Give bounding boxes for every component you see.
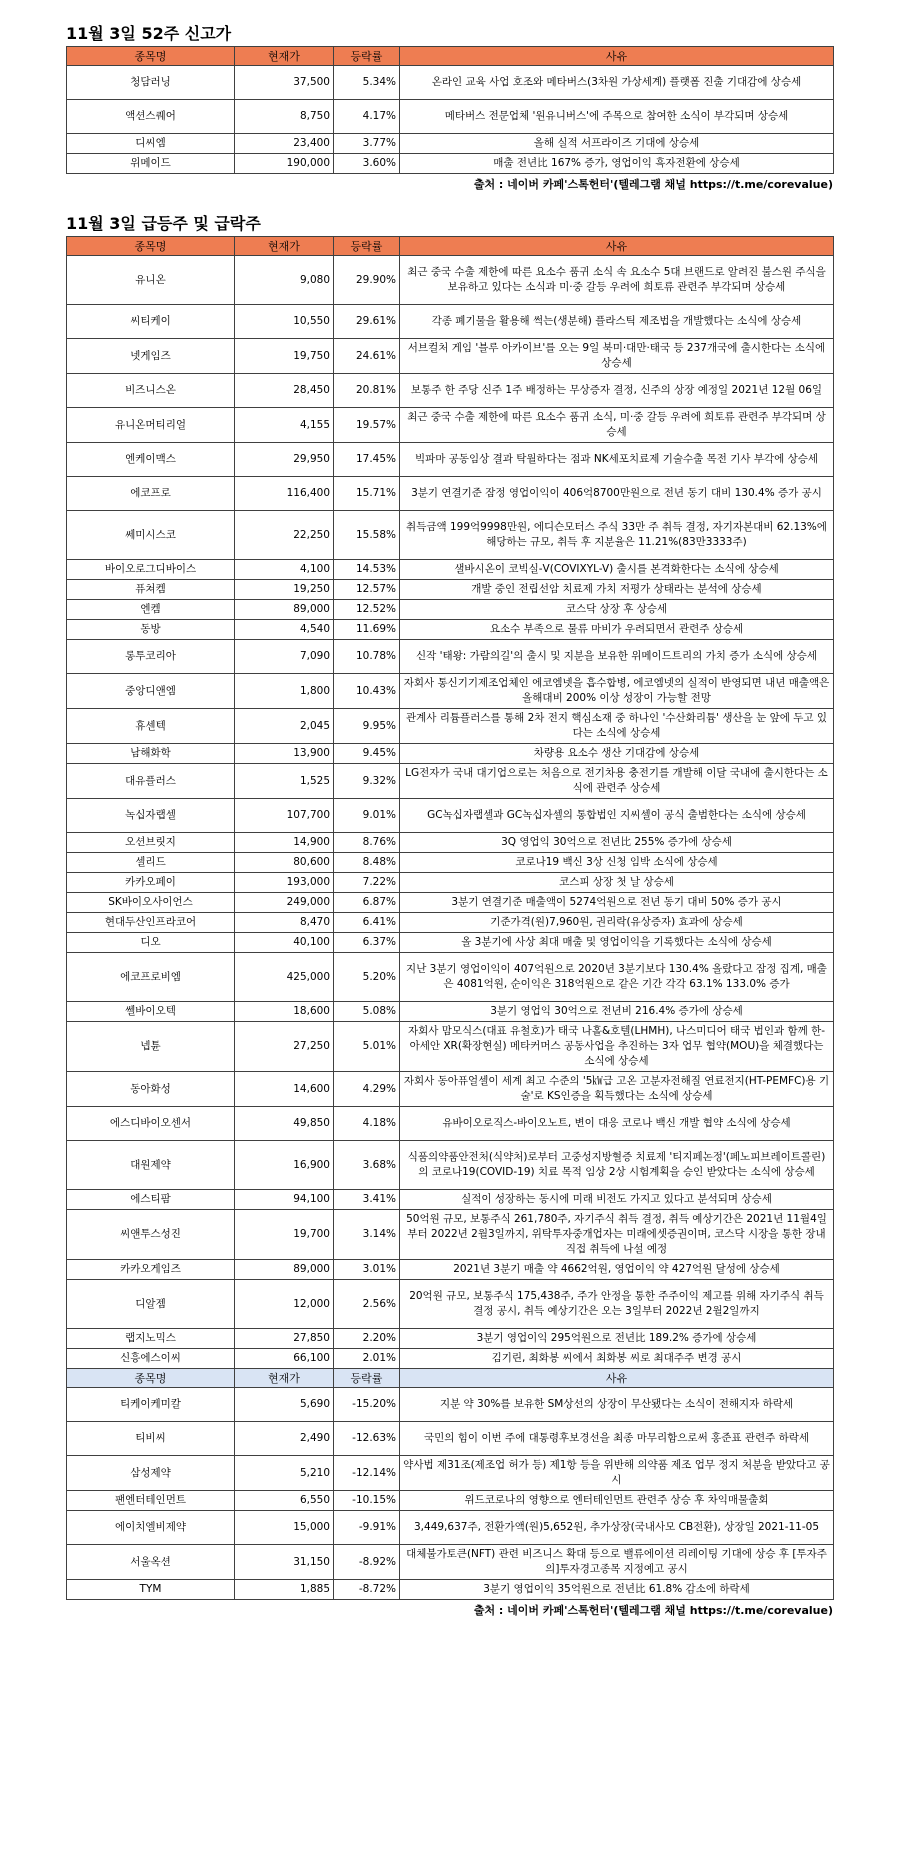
table-row [67,744,834,764]
stock-reason: 3분기 영업이익 295억원으로 전년比 189.2% 증가에 상승세 [400,1329,834,1349]
stock-name: 넷게임즈 [67,339,235,374]
stock-rate: -9.91% [334,1511,400,1545]
stock-name: 위메이드 [67,154,235,174]
table-row [67,1388,834,1422]
stock-name: 에코프로 [67,477,235,511]
stock-rate: -8.72% [334,1580,400,1600]
stock-reason: 유바이오로직스-바이오노트, 변이 대응 코로나 백신 개발 협약 소식에 상승세 [400,1107,834,1141]
stock-rate: 2.01% [334,1349,400,1369]
stock-price: 19,700 [235,1210,334,1260]
stock-reason: 위드코로나의 영향으로 엔터테인먼트 관련주 상승 후 차익매물출회 [400,1491,834,1511]
table-row [67,833,834,853]
header-price: 현재가 [235,1369,334,1388]
stock-reason: GC녹십자랩셀과 GC녹십자셀의 통합법인 지씨셀이 공식 출범한다는 소식에 상승세 [400,799,834,833]
stock-reason: 20억원 규모, 보통주식 175,438주, 주가 안정을 통한 주주이익 제고를 위해 자기주식 취득 결정 공시, 취득 예상기간은 오는 3일부터 2022년 2월2일까지 [400,1280,834,1329]
stock-rate: 10.43% [334,674,400,709]
stock-rate: 6.87% [334,893,400,913]
stock-rate: 15.58% [334,511,400,560]
stock-name: 동아화성 [67,1072,235,1107]
stock-rate: 6.41% [334,913,400,933]
stock-price: 4,100 [235,560,334,580]
stock-rate: -15.20% [334,1388,400,1422]
new-high-table [66,46,834,174]
stock-reason: 보통주 한 주당 신주 1주 배정하는 무상증자 결정, 신주의 상장 예정일 2021년 12월 06일 [400,374,834,408]
stock-price: 2,490 [235,1422,334,1456]
table-row [67,933,834,953]
table-row [67,134,834,154]
stock-price: 14,900 [235,833,334,853]
stock-price: 29,950 [235,443,334,477]
stock-reason: 3분기 연결기준 매출액이 5274억원으로 전년 동기 대비 50% 증가 공시 [400,893,834,913]
stock-name: 비즈니스온 [67,374,235,408]
stock-reason: 실적이 성장하는 동시에 미래 비전도 가지고 있다고 분석되며 상승세 [400,1190,834,1210]
stock-rate: 3.60% [334,154,400,174]
stock-name: 청담러닝 [67,66,235,100]
stock-reason: 온라인 교육 사업 호조와 메타버스(3차원 가상세계) 플랫폼 진출 기대감에 상승세 [400,66,834,100]
stock-rate: 3.68% [334,1141,400,1190]
stock-rate: 5.34% [334,66,400,100]
stock-rate: 24.61% [334,339,400,374]
stock-reason: 최근 중국 수출 제한에 따른 요소수 품귀 소식 속 요소수 5대 브랜드로 알려진 불스원 주식을 보유하고 있다는 소식과 미·중 갈등 우려에 희토류 관련주 부각되며 상승세 [400,256,834,305]
stock-rate: -8.92% [334,1545,400,1580]
header-reason: 사유 [400,1369,834,1388]
table-row [67,1002,834,1022]
stock-name: 대유플러스 [67,764,235,799]
stock-name: 씨티케이 [67,305,235,339]
stock-name: SK바이오사이언스 [67,893,235,913]
stock-reason: LG전자가 국내 대기업으로는 처음으로 전기차용 충전기를 개발해 이달 국내에 출시한다는 소식에 관련주 상승세 [400,764,834,799]
table-header-row [67,237,834,256]
stock-name: 녹십자랩셀 [67,799,235,833]
header-rate: 등락률 [334,237,400,256]
table-row [67,953,834,1002]
stock-name: 에이치엘비제약 [67,1511,235,1545]
stock-name: 팬엔터테인먼트 [67,1491,235,1511]
header-rate: 등락률 [334,47,400,66]
stock-price: 40,100 [235,933,334,953]
stock-price: 19,750 [235,339,334,374]
table-row [67,1210,834,1260]
table-row [67,374,834,408]
stock-price: 23,400 [235,134,334,154]
stock-rate: -10.15% [334,1491,400,1511]
table-row [67,256,834,305]
stock-name: 디씨엠 [67,134,235,154]
stock-rate: 3.14% [334,1210,400,1260]
stock-rate: 4.29% [334,1072,400,1107]
table-header-row [67,47,834,66]
stock-name: 엔켐 [67,600,235,620]
stock-name: 서울옥션 [67,1545,235,1580]
stock-reason: 최근 중국 수출 제한에 따른 요소수 품귀 소식, 미·중 갈등 우려에 희토류 관련주 부각되며 상승세 [400,408,834,443]
stock-reason: 빅파마 공동임상 결과 탁월하다는 점과 NK세포치료제 기술수출 목전 기사 부각에 상승세 [400,443,834,477]
stock-name: 쎌바이오텍 [67,1002,235,1022]
stock-rate: -12.14% [334,1456,400,1491]
stock-reason: 3Q 영업익 30억으로 전년比 255% 증가에 상승세 [400,833,834,853]
table-row [67,913,834,933]
stock-rate: 2.20% [334,1329,400,1349]
stock-price: 13,900 [235,744,334,764]
table-row [67,1260,834,1280]
stock-reason: 서브컬처 게임 '블루 아카이브'를 오는 9일 북미·대만·태국 등 237개국에 출시한다는 소식에 상승세 [400,339,834,374]
header-price: 현재가 [235,47,334,66]
stock-name: 액션스퀘어 [67,100,235,134]
table-row [67,1107,834,1141]
stock-rate: 29.61% [334,305,400,339]
table-row [67,66,834,100]
stock-price: 16,900 [235,1141,334,1190]
table-row [67,1349,834,1369]
stock-rate: 2.56% [334,1280,400,1329]
source-note: 출처 : 네이버 카페'스톡헌터'(텔레그램 채널 https://t.me/corevalue) [473,1604,833,1617]
gainers-rows [67,256,834,1369]
stock-reason: 기준가격(원)7,960원, 권리락(유상증자) 효과에 상승세 [400,913,834,933]
header-reason: 사유 [400,237,834,256]
stock-name: TYM [67,1580,235,1600]
stock-reason: 3분기 영업이익 35억원으로 전년比 61.8% 감소에 하락세 [400,1580,834,1600]
stock-name: 퓨쳐켐 [67,580,235,600]
stock-rate: 6.37% [334,933,400,953]
stock-reason: 3분기 연결기준 잠정 영업이익이 406억8700만원으로 전년 동기 대비 130.4% 증가 공시 [400,477,834,511]
stock-reason: 메타버스 전문업체 '원유니버스'에 주목으로 참여한 소식이 부각되며 상승세 [400,100,834,134]
table-row [67,893,834,913]
stock-price: 5,210 [235,1456,334,1491]
stock-rate: 20.81% [334,374,400,408]
stock-price: 37,500 [235,66,334,100]
stock-price: 27,850 [235,1329,334,1349]
stock-rate: 4.17% [334,100,400,134]
stock-reason: 2021년 3분기 매출 약 4662억원, 영업이익 약 427억원 달성에 상승세 [400,1260,834,1280]
table-row [67,764,834,799]
stock-name: 현대두산인프라코어 [67,913,235,933]
header-name: 종목명 [67,47,235,66]
stock-price: 5,690 [235,1388,334,1422]
stock-price: 107,700 [235,799,334,833]
stock-reason: 각종 폐기물을 활용해 썩는(생분해) 플라스틱 제조법을 개발했다는 소식에 상승세 [400,305,834,339]
stock-reason: 식품의약품안전처(식약처)로부터 고중성지방혈증 치료제 '티지페논정'(페노피브레이트콜린)의 코로나19(COVID-19) 치료 목적 임상 2상 시험계획을 승인 받았다는 소식에 상승세 [400,1141,834,1190]
table-row [67,560,834,580]
table-row [67,1141,834,1190]
stock-name: 휴센텍 [67,709,235,744]
header-rate: 등락률 [334,1369,400,1388]
stock-reason: 대체불가토큰(NFT) 관련 비즈니스 확대 등으로 밸류에이션 리레이팅 기대에 상승 후 [투자주의]투자경고종목 지정예고 공시 [400,1545,834,1580]
table-row [67,305,834,339]
stock-price: 31,150 [235,1545,334,1580]
stock-price: 49,850 [235,1107,334,1141]
stock-reason: 자회사 동아퓨얼셀이 세계 최고 수준의 '5㎾급 고온 고분자전해질 연료전지(HT-PEMFC)용 기술'로 KS인증을 획득했다는 소식에 상승세 [400,1072,834,1107]
table-row [67,1329,834,1349]
stock-price: 80,600 [235,853,334,873]
table-row [67,477,834,511]
stock-name: 카카오페이 [67,873,235,893]
stock-rate: 9.45% [334,744,400,764]
stock-price: 116,400 [235,477,334,511]
stock-rate: 29.90% [334,256,400,305]
stock-name: 에코프로비엠 [67,953,235,1002]
section2-title: 11월 3일 급등주 및 급락주 [66,214,261,233]
table-row [67,154,834,174]
stock-reason: 코스피 상장 첫 날 상승세 [400,873,834,893]
table-row [67,674,834,709]
table-row [67,339,834,374]
page [66,0,833,1622]
table-row [67,1022,834,1072]
stock-rate: 3.77% [334,134,400,154]
stock-price: 4,155 [235,408,334,443]
header-price: 현재가 [235,237,334,256]
stock-price: 8,470 [235,913,334,933]
table-row [67,1580,834,1600]
table-row [67,873,834,893]
stock-rate: 5.08% [334,1002,400,1022]
table-row [67,799,834,833]
stock-name: 바이오로그디바이스 [67,560,235,580]
stock-reason: 차량용 요소수 생산 기대감에 상승세 [400,744,834,764]
table-row [67,1491,834,1511]
losers-rows [67,1388,834,1600]
stock-price: 22,250 [235,511,334,560]
stock-price: 12,000 [235,1280,334,1329]
table-row [67,1422,834,1456]
stock-reason: 신작 '태왕: 가람의길'의 출시 및 지분을 보유한 위메이드트리의 가치 증가 소식에 상승세 [400,640,834,674]
stock-rate: 17.45% [334,443,400,477]
table-row [67,1511,834,1545]
stock-price: 19,250 [235,580,334,600]
table-row [67,511,834,560]
stock-reason: 자회사 맘모식스(대표 유철호)가 태국 나홀&호텔(LHMH), 나스미디어 태국 법인과 함께 한-아세안 XR(확장현실) 메타커머스 공동사업을 추진하는 3자 업무 협약(MOU)을 체결했다는 소식에 상승세 [400,1022,834,1072]
stock-reason: 약사법 제31조(제조업 허가 등) 제1항 등을 위반해 의약품 제조 업무 정지 처분을 받았다고 공시 [400,1456,834,1491]
stock-name: 티비씨 [67,1422,235,1456]
table-row [67,600,834,620]
stock-rate: 3.01% [334,1260,400,1280]
stock-price: 94,100 [235,1190,334,1210]
stock-price: 1,885 [235,1580,334,1600]
table-row [67,640,834,674]
stock-rate: 11.69% [334,620,400,640]
new-high-rows [67,66,834,174]
stock-reason: 자회사 통신기기제조업체인 에코엠넷을 흡수합병, 에코엠넷의 실적이 반영되면 내년 매출액은 올해대비 200% 이상 성장이 가능할 전망 [400,674,834,709]
stock-price: 66,100 [235,1349,334,1369]
stock-rate: 7.22% [334,873,400,893]
stock-reason: 샐바시온이 코빅실-V(COVIXYL-V) 출시를 본격화한다는 소식에 상승세 [400,560,834,580]
stock-reason: 매출 전년比 167% 증가, 영업이익 흑자전환에 상승세 [400,154,834,174]
stock-name: 롱투코리아 [67,640,235,674]
stock-price: 9,080 [235,256,334,305]
stock-name: 동방 [67,620,235,640]
table-row [67,1545,834,1580]
stock-name: 오션브릿지 [67,833,235,853]
stock-rate: 14.53% [334,560,400,580]
stock-name: 삼성제약 [67,1456,235,1491]
stock-name: 넵튠 [67,1022,235,1072]
stock-name: 유니온 [67,256,235,305]
stock-price: 89,000 [235,600,334,620]
stock-rate: -12.63% [334,1422,400,1456]
stock-rate: 5.20% [334,953,400,1002]
table-row [67,100,834,134]
section1-title: 11월 3일 52주 신고가 [66,24,232,43]
header-name: 종목명 [67,1369,235,1388]
stock-price: 2,045 [235,709,334,744]
stock-price: 14,600 [235,1072,334,1107]
stock-price: 10,550 [235,305,334,339]
source-note: 출처 : 네이버 카페'스톡헌터'(텔레그램 채널 https://t.me/corevalue) [473,178,833,191]
table-row [67,1280,834,1329]
stock-price: 89,000 [235,1260,334,1280]
stock-price: 425,000 [235,953,334,1002]
stock-price: 6,550 [235,1491,334,1511]
stock-rate: 8.76% [334,833,400,853]
stock-rate: 9.01% [334,799,400,833]
stock-reason: 50억원 규모, 보통주식 261,780주, 자기주식 취득 결정, 취득 예상기간은 2021년 11월4일부터 2022년 2월3일까지, 위탁투자중개업자는 미래에셋증권이며, 코스닥 시장을 통한 장내 직접 취득에 나설 예정 [400,1210,834,1260]
stock-reason: 김기린, 최화봉 씨에서 최화봉 씨로 최대주주 변경 공시 [400,1349,834,1369]
table-header-row [67,1369,834,1388]
table-row [67,408,834,443]
table-row [67,443,834,477]
stock-price: 190,000 [235,154,334,174]
stock-name: 대원제약 [67,1141,235,1190]
stock-name: 티케이케미칼 [67,1388,235,1422]
stock-name: 씨앤투스성진 [67,1210,235,1260]
stock-name: 에스디바이오센서 [67,1107,235,1141]
stock-price: 8,750 [235,100,334,134]
stock-rate: 9.95% [334,709,400,744]
losers-header [67,1369,834,1388]
stock-name: 남해화학 [67,744,235,764]
table-row [67,1072,834,1107]
stock-reason: 3,449,637주, 전환가액(원)5,652원, 추가상장(국내사모 CB전환), 상장일 2021-11-05 [400,1511,834,1545]
header-reason: 사유 [400,47,834,66]
stock-reason: 국민의 힘이 이번 주에 대통령후보경선을 최종 마무리함으로써 홍준표 관련주 하락세 [400,1422,834,1456]
stock-reason: 올해 실적 서프라이즈 기대에 상승세 [400,134,834,154]
stock-rate: 12.57% [334,580,400,600]
stock-reason: 지분 약 30%를 보유한 SM상선의 상장이 무산됐다는 소식이 전해지자 하락세 [400,1388,834,1422]
stock-price: 1,525 [235,764,334,799]
stock-rate: 3.41% [334,1190,400,1210]
stock-price: 7,090 [235,640,334,674]
stock-name: 에스티팜 [67,1190,235,1210]
table-row [67,853,834,873]
table-row [67,1456,834,1491]
table-row [67,620,834,640]
stock-rate: 19.57% [334,408,400,443]
stock-reason: 3분기 영업익 30억으로 전년비 216.4% 증가에 상승세 [400,1002,834,1022]
stock-name: 쎄미시스코 [67,511,235,560]
stock-price: 15,000 [235,1511,334,1545]
stock-price: 28,450 [235,374,334,408]
stock-name: 엔케이맥스 [67,443,235,477]
stock-price: 18,600 [235,1002,334,1022]
stock-price: 4,540 [235,620,334,640]
stock-rate: 4.18% [334,1107,400,1141]
stock-name: 중앙디앤엠 [67,674,235,709]
stock-name: 랩지노믹스 [67,1329,235,1349]
table-row [67,1190,834,1210]
stock-reason: 요소수 부족으로 물류 마비가 우려되면서 관련주 상승세 [400,620,834,640]
stock-name: 신흥에스이씨 [67,1349,235,1369]
stock-price: 27,250 [235,1022,334,1072]
stock-reason: 코로나19 백신 3상 신청 임박 소식에 상승세 [400,853,834,873]
table-row [67,580,834,600]
stock-name: 디오 [67,933,235,953]
stock-name: 카카오게임즈 [67,1260,235,1280]
stock-reason: 올 3분기에 사상 최대 매출 및 영업이익을 기록했다는 소식에 상승세 [400,933,834,953]
header-name: 종목명 [67,237,235,256]
stock-rate: 8.48% [334,853,400,873]
stock-price: 193,000 [235,873,334,893]
stock-name: 디알젬 [67,1280,235,1329]
stock-price: 1,800 [235,674,334,709]
stock-rate: 15.71% [334,477,400,511]
stock-rate: 10.78% [334,640,400,674]
stock-reason: 지난 3분기 영업이익이 407억원으로 2020년 3분기보다 130.4% 올랐다고 잠정 집계, 매출은 4081억원, 순이익은 318억원으로 같은 기간 각각 63.1% 133.0% 증가 [400,953,834,1002]
stock-rate: 5.01% [334,1022,400,1072]
stock-price: 249,000 [235,893,334,913]
movers-table [66,236,834,1600]
stock-name: 셀리드 [67,853,235,873]
table-row [67,709,834,744]
stock-rate: 9.32% [334,764,400,799]
stock-reason: 관계사 리튬플러스를 통해 2차 전지 핵심소재 중 하나인 '수산화리튬' 생산을 눈 앞에 두고 있다는 소식에 상승세 [400,709,834,744]
stock-name: 유니온머티리얼 [67,408,235,443]
stock-reason: 개발 중인 전립선암 치료제 가치 저평가 상태라는 분석에 상승세 [400,580,834,600]
stock-rate: 12.52% [334,600,400,620]
stock-reason: 취득금액 199억9998만원, 에디슨모터스 주식 33만 주 취득 결정, 자기자본대비 62.13%에 해당하는 규모, 취득 후 지분율은 11.21%(83만3333주) [400,511,834,560]
stock-reason: 코스닥 상장 후 상승세 [400,600,834,620]
